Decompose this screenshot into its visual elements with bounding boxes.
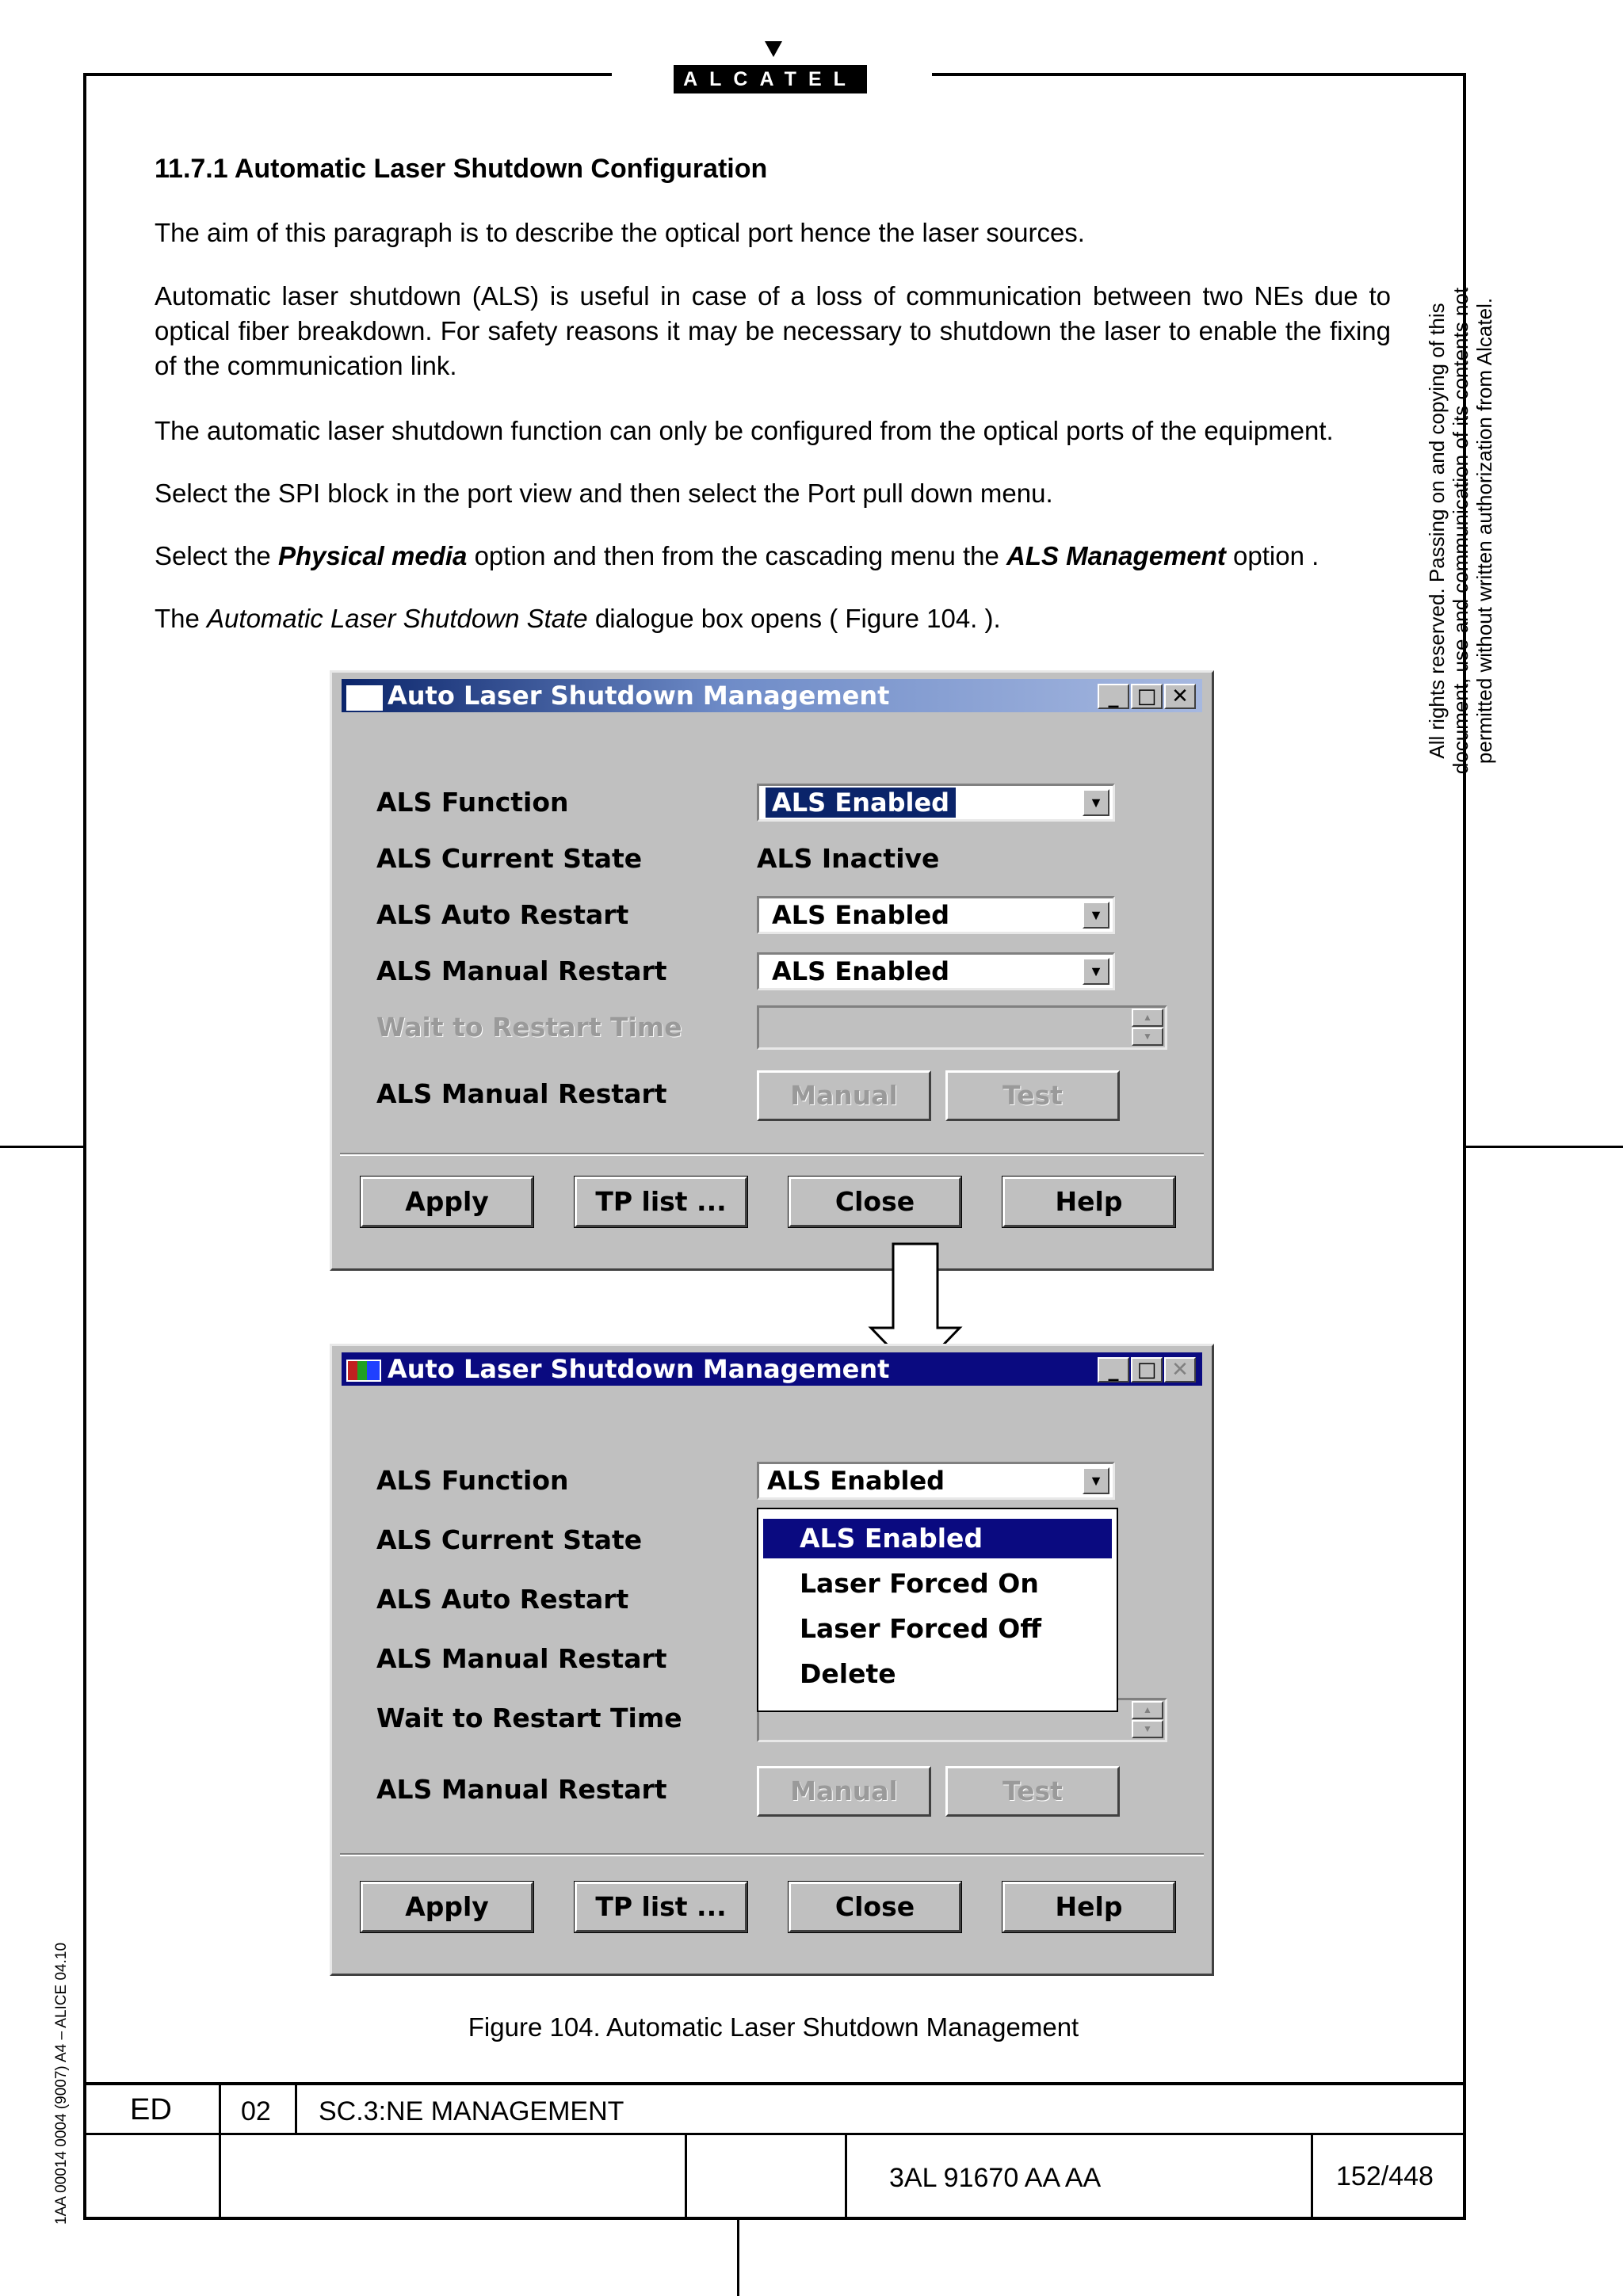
als-dialog-after — [330, 1344, 1214, 1976]
label-als-manual-restart-2: ALS Manual Restart — [376, 1078, 667, 1109]
label-als-auto-restart: ALS Auto Restart — [376, 899, 629, 930]
dialog2-titlebar[interactable] — [342, 1352, 1202, 1386]
copyright-note: All rights reserved. Passing on and copying of this document, use and communication of its contents not permitted without written authorization from Alcatel. — [1425, 287, 1496, 775]
footer-line-top — [83, 2082, 1466, 2085]
chevron-down-icon[interactable]: ▼ — [1083, 1467, 1109, 1494]
label-wait-to-restart: Wait to Restart Time — [376, 1012, 682, 1043]
footer-ed-label: ED — [130, 2093, 172, 2126]
label-als-function: ALS Function — [376, 1465, 569, 1496]
frame-left — [83, 73, 86, 2220]
help-button[interactable]: Help — [1002, 1882, 1175, 1932]
paragraph-6 — [155, 601, 1391, 636]
footer-vline-2 — [295, 2082, 297, 2134]
label-als-function: ALS Function — [376, 787, 569, 818]
als-auto-restart-select[interactable] — [757, 896, 1115, 934]
frame-top-right — [932, 73, 1465, 76]
manual-button[interactable]: Manual — [757, 1070, 931, 1121]
p6-dialog-name: Automatic Laser Shutdown State — [207, 604, 588, 633]
close-icon[interactable]: ✕ — [1164, 684, 1196, 709]
dialog1-title: Auto Laser Shutdown Management — [388, 681, 890, 711]
als-dialog-before — [330, 670, 1214, 1271]
tp-list-button[interactable]: TP list ... — [575, 1177, 747, 1227]
help-button[interactable]: Help — [1002, 1177, 1175, 1227]
dropdown-option-als-enabled[interactable]: ALS Enabled — [763, 1519, 1112, 1558]
app-icon — [346, 1360, 381, 1382]
margin-mark-bottom — [737, 2220, 739, 2296]
p5-als-management: ALS Management — [1006, 541, 1226, 570]
spin-down-icon[interactable]: ▼ — [1132, 1028, 1163, 1046]
footer-vline-4 — [845, 2133, 847, 2218]
chevron-down-icon[interactable]: ▼ — [1083, 902, 1109, 929]
wait-to-restart-spinner[interactable] — [757, 1005, 1167, 1050]
spin-down-icon[interactable]: ▼ — [1132, 1720, 1163, 1738]
footer-section: SC.3:NE MANAGEMENT — [319, 2096, 624, 2126]
figure-caption: Figure 104. Automatic Laser Shutdown Management — [468, 2012, 1079, 2042]
manual-button[interactable]: Manual — [757, 1766, 931, 1817]
dropdown-option-laser-forced-off[interactable]: Laser Forced Off — [800, 1613, 1042, 1644]
tp-list-button[interactable]: TP list ... — [575, 1882, 747, 1932]
als-function-select[interactable] — [757, 784, 1115, 822]
p5-text: Select the — [155, 541, 278, 570]
footer-vline-5 — [1311, 2133, 1313, 2218]
close-button[interactable]: Close — [789, 1177, 961, 1227]
label-als-auto-restart: ALS Auto Restart — [376, 1584, 629, 1615]
paragraph-4: Select the SPI block in the port view and then select the Port pull down menu. — [155, 479, 1053, 508]
close-icon[interactable]: ✕ — [1164, 1357, 1196, 1383]
als-function-value: ALS Enabled — [766, 788, 956, 818]
p5-text-3: option . — [1225, 541, 1319, 570]
alcatel-logo: ALCATEL — [674, 65, 867, 93]
als-current-state-value: ALS Inactive — [757, 843, 940, 874]
paragraph-5 — [155, 539, 1391, 574]
frame-top-left — [83, 73, 612, 76]
chevron-down-icon[interactable]: ▼ — [1083, 789, 1109, 816]
als-function-value: ALS Enabled — [767, 1466, 945, 1496]
window-icon — [346, 685, 383, 711]
paragraph-2: Automatic laser shutdown (ALS) is useful in case of a loss of communication between two NEs due to optical fiber breakdown. For safety reasons it may be necessary to shutdown the laser to enable the fixing of the communication link. — [155, 281, 1391, 380]
p5-text-2: option and then from the cascading menu the — [467, 541, 1007, 570]
p6-text-2: dialogue box opens ( Figure 104. ). — [587, 604, 1001, 633]
dropdown-option-laser-forced-on[interactable]: Laser Forced On — [800, 1568, 1039, 1599]
separator — [340, 1153, 1204, 1156]
minimize-icon[interactable]: _ — [1098, 684, 1129, 709]
footer-vline-1 — [219, 2082, 221, 2218]
paragraph-1: The aim of this paragraph is to describe the optical port hence the laser sources. — [155, 218, 1085, 247]
als-auto-restart-value: ALS Enabled — [772, 900, 950, 930]
label-als-manual-restart: ALS Manual Restart — [376, 955, 667, 986]
logo-triangle-icon — [765, 41, 782, 57]
als-function-select[interactable] — [757, 1462, 1115, 1500]
label-wait-to-restart: Wait to Restart Time — [376, 1703, 682, 1733]
footer-line-bottom — [83, 2217, 1466, 2220]
document-code: 1AA 00014 0004 (9007) A4 – ALICE 04.10 — [53, 1942, 70, 2225]
separator — [340, 1853, 1204, 1856]
dialog1-titlebar[interactable] — [342, 679, 1202, 712]
footer-line-mid — [83, 2133, 1466, 2135]
dialog2-title: Auto Laser Shutdown Management — [388, 1354, 890, 1384]
footer-vline-3 — [685, 2133, 687, 2218]
label-als-current-state: ALS Current State — [376, 843, 643, 874]
margin-mark-left — [0, 1146, 83, 1148]
minimize-icon[interactable]: _ — [1098, 1357, 1129, 1383]
label-als-current-state: ALS Current State — [376, 1524, 643, 1555]
test-button[interactable]: Test — [945, 1070, 1120, 1121]
section-heading: 11.7.1 Automatic Laser Shutdown Configuration — [155, 154, 768, 184]
maximize-icon[interactable]: □ — [1131, 1357, 1163, 1383]
p5-physical-media: Physical media — [277, 541, 468, 570]
spin-up-icon[interactable]: ▲ — [1132, 1009, 1163, 1027]
test-button[interactable]: Test — [945, 1766, 1120, 1817]
p6-text: The — [155, 604, 208, 633]
close-button[interactable]: Close — [789, 1882, 961, 1932]
label-als-manual-restart-2: ALS Manual Restart — [376, 1774, 667, 1805]
als-manual-restart-select[interactable] — [757, 952, 1115, 990]
apply-button[interactable]: Apply — [361, 1882, 533, 1932]
maximize-icon[interactable]: □ — [1131, 684, 1163, 709]
als-function-dropdown-list — [757, 1508, 1118, 1712]
footer-ed-value: 02 — [241, 2096, 271, 2126]
footer-page-number: 152/448 — [1336, 2161, 1434, 2191]
spin-up-icon[interactable]: ▲ — [1132, 1701, 1163, 1719]
paragraph-3: The automatic laser shutdown function can only be configured from the optical ports of the equipment. — [155, 416, 1334, 445]
margin-mark-right — [1466, 1146, 1623, 1148]
als-manual-restart-value: ALS Enabled — [772, 956, 950, 986]
chevron-down-icon[interactable]: ▼ — [1083, 958, 1109, 985]
footer-doc-number: 3AL 91670 AA AA — [889, 2163, 1102, 2193]
label-als-manual-restart: ALS Manual Restart — [376, 1643, 667, 1674]
apply-button[interactable]: Apply — [361, 1177, 533, 1227]
dropdown-option-delete[interactable]: Delete — [800, 1658, 896, 1689]
